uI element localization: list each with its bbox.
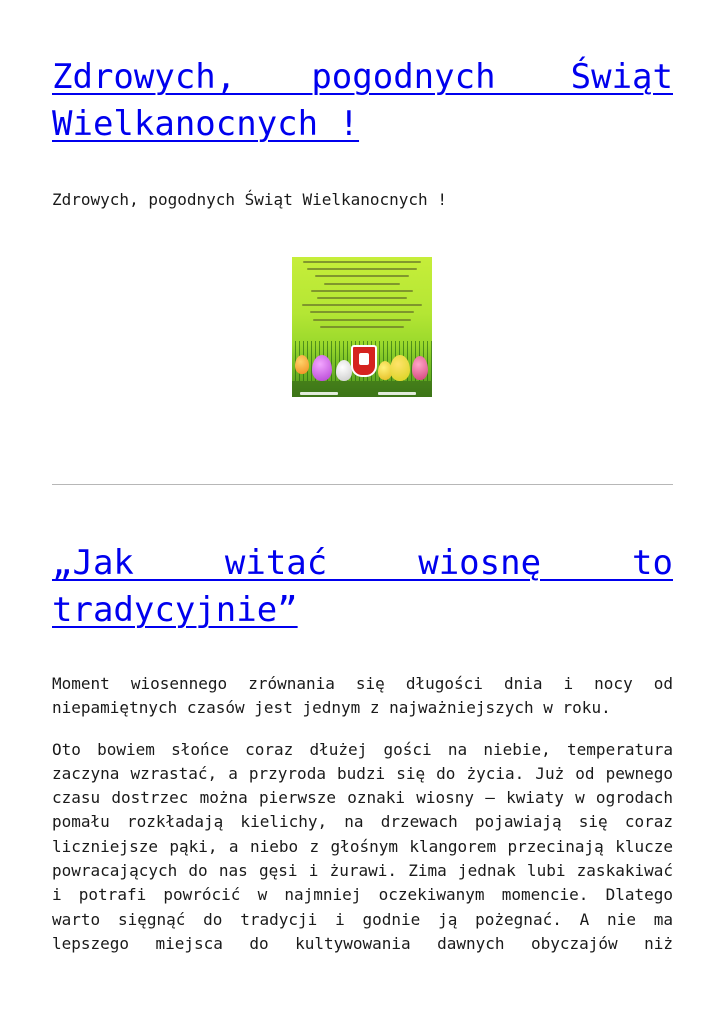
egg-icon — [295, 355, 309, 374]
easter-card-text-lines — [298, 261, 426, 333]
egg-icon — [390, 355, 410, 381]
post-separator — [52, 484, 673, 485]
post-2-body — [52, 672, 673, 973]
easter-card-image[interactable] — [292, 257, 432, 397]
post-1-excerpt: Zdrowych, pogodnych Świąt Wielkanocnych ! — [52, 190, 447, 209]
egg-icon — [336, 360, 352, 381]
egg-icon — [312, 355, 332, 381]
post-2-paragraph-2: Oto bowiem słońce coraz dłużej gości na niebie, temperatura zaczyna wzrastać, a przyroda budzi się do życia. Już od pewnego czasu dostrzec można pierwsze oznaki wiosny – kwiaty w ogrodach pomału rozkładają kielichy, na drzewach pojawiają się coraz liczniejsze pąki, a niebo z głośnym klangorem przecinają klucze powracających do nas gęsi i żurawi. Zima jednak lubi zaskakiwać i potrafi powrócić w najmniej oczekiwanym momencie. Dlatego warto sięgnąć do tradycji i godnie ją pożegnać. A nie ma lepszego miejsca do kultywowania dawnych obyczajów niż — [52, 739, 673, 953]
coat-of-arms-icon — [351, 345, 377, 377]
post-1-title — [52, 54, 673, 148]
post-1-title-link[interactable]: Zdrowych, pogodnych Świąt Wielkanocnych ! — [52, 57, 673, 144]
post-2-title — [52, 540, 673, 634]
egg-icon — [412, 356, 428, 380]
post-2-title-link[interactable]: „Jak witać wiosnę to tradycyjnie” — [52, 543, 673, 630]
post-2-paragraph-1: Moment wiosennego zrównania się długości dnia i nocy od niepamiętnych czasów jest jednym z najważniejszych w roku. — [52, 674, 673, 718]
easter-card-footer — [292, 381, 432, 397]
